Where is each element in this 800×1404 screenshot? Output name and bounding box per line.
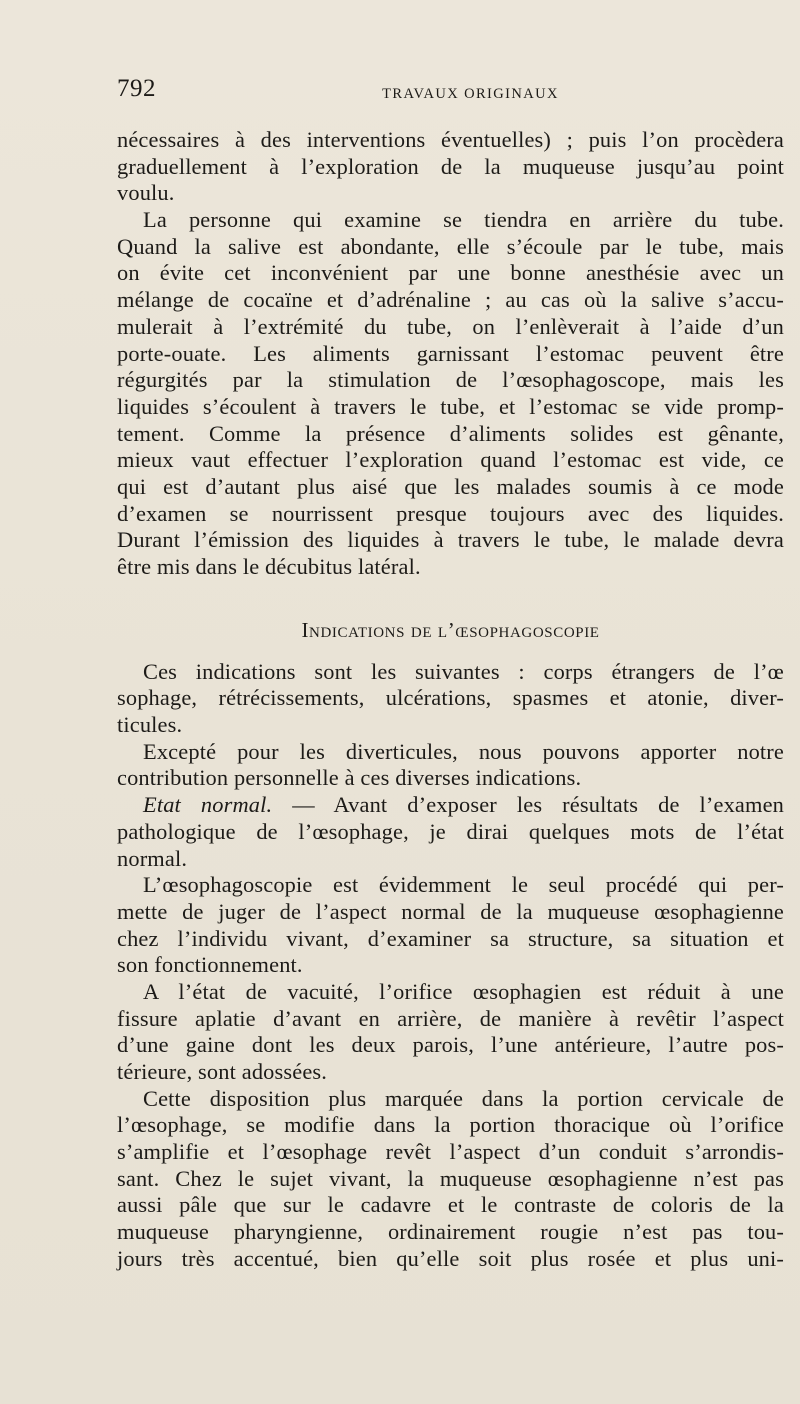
- text-line: Durant l’émission des liquides à travers le tube, le malade devra: [117, 527, 784, 553]
- text-line: La personne qui examine se tiendra en arrière du tube.: [143, 207, 784, 233]
- text-line: chez l’individu vivant, d’examiner sa structure, sa situation et: [117, 925, 784, 951]
- text-line: térieure, sont adossées.: [117, 1059, 328, 1084]
- body-text: [117, 127, 784, 1273]
- paragraph: [117, 979, 784, 1086]
- text-line: mélange de cocaïne et d’adrénaline ; au cas où la salive s’accu-: [117, 287, 784, 313]
- text-line: muqueuse pharyngienne, ordinairement rougie n’est pas tou-: [117, 1219, 784, 1245]
- text-line: mieux vaut effectuer l’exploration quand l’estomac est vide, ce: [117, 447, 784, 473]
- paragraph: [117, 207, 784, 581]
- text-line: Cette disposition plus marquée dans la portion cervicale de: [143, 1085, 784, 1111]
- paragraph: [117, 1086, 784, 1273]
- text-run: — Avant d’exposer les résultats de l’examen: [272, 792, 785, 818]
- text-line: mette de juger de l’aspect normal de la muqueuse œsophagienne: [117, 898, 784, 924]
- page-number: 792: [117, 75, 156, 102]
- paragraph: [117, 739, 784, 792]
- text-line: s’amplifie et l’œsophage revêt l’aspect d’un conduit s’arrondis-: [117, 1139, 784, 1165]
- text-line: d’examen se nourrissent presque toujours avec des liquides.: [117, 500, 784, 526]
- text-line: nécessaires à des interventions éventuelles) ; puis l’on procèdera: [117, 127, 784, 152]
- text-line: Excepté pour les diverticules, nous pouvons apporter notre: [143, 738, 784, 764]
- text-line: aussi pâle que sur le cadavre et le contraste de coloris de la: [117, 1192, 784, 1218]
- page-header: [117, 75, 784, 115]
- text-line: normal.: [117, 845, 188, 871]
- paragraph: [117, 872, 784, 979]
- text-line: qui est d’autant plus aisé que les malades soumis à ce mode: [117, 473, 784, 499]
- text-line: d’une gaine dont les deux parois, l’une antérieure, l’autre pos-: [117, 1032, 784, 1058]
- text-line: régurgités par la stimulation de l’œsophagoscope, mais les: [117, 367, 784, 393]
- paragraph: [117, 659, 784, 739]
- text-line: pathologique de l’œsophage, je dirai quelques mots de l’état: [117, 818, 784, 844]
- paragraph: [117, 792, 784, 872]
- text-line: graduellement à l’exploration de la muqueuse jusqu’au point: [117, 153, 784, 179]
- text-line: porte-ouate. Les aliments garnissant l’estomac peuvent être: [117, 340, 784, 366]
- text-line: mulerait à l’extrémité du tube, on l’enlèverait à l’aide d’un: [117, 313, 784, 339]
- text-line: on évite cet inconvénient par une bonne anesthésie avec un: [117, 260, 784, 286]
- text-line: jours très accentué, bien qu’elle soit plus rosée et plus uni-: [117, 1245, 784, 1271]
- text-line: Ces indications sont les suivantes : corps étrangers de l’œ: [143, 658, 784, 684]
- text-line: A l’état de vacuité, l’orifice œsophagien est réduit à une: [143, 978, 784, 1004]
- text-line: voulu.: [117, 180, 175, 206]
- text-line: contribution personnelle à ces diverses indications.: [117, 765, 582, 791]
- text-line: [117, 792, 784, 819]
- text-line: fissure aplatie d’avant en arrière, de manière à revêtir l’aspect: [117, 1005, 784, 1031]
- text-line: être mis dans le décubitus latéral.: [117, 554, 421, 579]
- text-line: Quand la salive est abondante, elle s’écoule par le tube, mais: [117, 233, 784, 259]
- text-line: sophage, rétrécissements, ulcérations, spasmes et atonie, diver-: [117, 685, 784, 711]
- text-line: son fonctionnement.: [117, 952, 303, 978]
- text-line: tement. Comme la présence d’aliments solides est gênante,: [117, 420, 784, 446]
- running-head: TRAVAUX ORIGINAUX: [382, 86, 559, 102]
- section-heading: Indications de l’œsophagoscopie: [301, 617, 600, 642]
- text-line: liquides s’écoulent à travers le tube, et l’estomac se vide promp-: [117, 393, 784, 419]
- text-line: L’œsophagoscopie est évidemment le seul procédé qui per-: [143, 872, 784, 898]
- text-line: sant. Chez le sujet vivant, la muqueuse œsophagienne n’est pas: [117, 1165, 784, 1191]
- text-line: ticules.: [117, 712, 183, 738]
- italic-lead: Etat normal.: [143, 792, 273, 818]
- paragraph: [117, 127, 784, 207]
- text-line: l’œsophage, se modifie dans la portion thoracique où l’orifice: [117, 1112, 784, 1138]
